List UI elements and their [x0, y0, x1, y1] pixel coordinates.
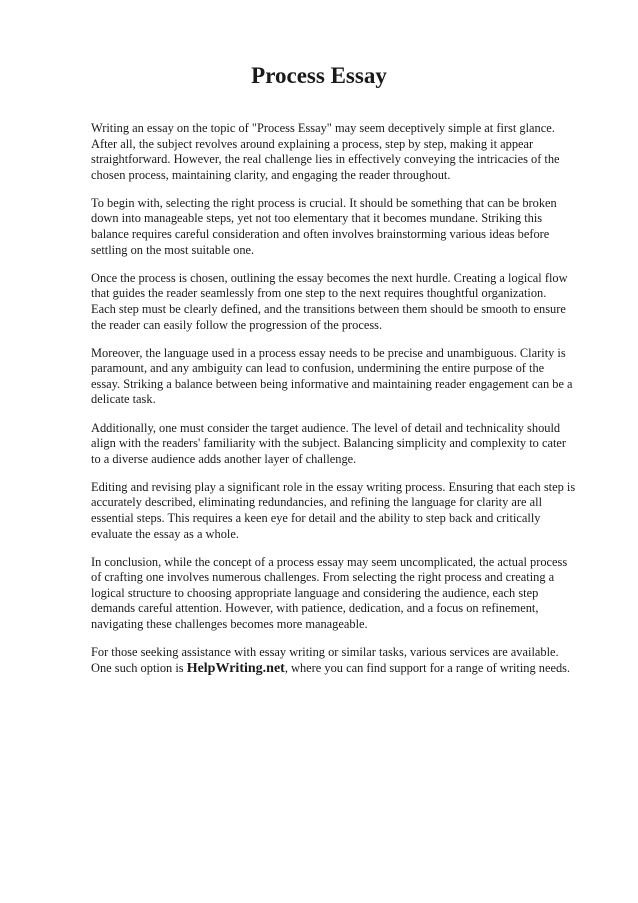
paragraph-6: Editing and revising play a significant role in the essay writing process. Ensuring that each step is accurately described, eliminating redundancies, and refining the language for clarity are all essential steps. This requires a keen eye for detail and the ability to step back and critically evaluate the essay as a whole.: [91, 479, 576, 541]
paragraph-5: Additionally, one must consider the target audience. The level of detail and technicality should align with the readers' familiarity with the subject. Balancing simplicity and complexity to cater to a diverse audience adds another layer of challenge.: [91, 420, 567, 466]
helpwriting-link[interactable]: HelpWriting.net: [186, 660, 285, 676]
paragraph-3: Once the process is chosen, outlining the essay becomes the next hurdle. Creating a logical flow that guides the reader seamlessly from one step to the next requires thoughtful organization. Each step must be clearly defined, and the transitions between them should be smooth to ensure the reader can easily follow the progression of the process.: [91, 270, 568, 332]
document-title: Process Essay: [251, 63, 387, 88]
paragraph-4: Moreover, the language used in a process essay needs to be precise and unambiguous. Clarity is paramount, and any ambiguity can lead to confusion, undermining the entire purpose of the essay. Striking a balance between being informative and maintaining reader engagement can be a delicate task.: [91, 345, 573, 407]
paragraph-8-text-after: , where you can find support for a range of writing needs.: [284, 660, 571, 675]
paragraph-2: To begin with, selecting the right process is crucial. It should be something that can be broken down into manageable steps, yet not too elementary that it becomes mundane. Striking this balance requires careful consideration and often involves brainstorming various ideas before settling on the most suitable one.: [91, 195, 557, 257]
paragraph-1: Writing an essay on the topic of "Process Essay" may seem deceptively simple at first glance. After all, the subject revolves around explaining a process, step by step, making it appear straightforward. However, the real challenge lies in effectively conveying the intricacies of the chosen process, maintaining clarity, and engaging the reader throughout.: [91, 121, 560, 182]
paragraph-7: In conclusion, while the concept of a process essay may seem uncomplicated, the actual process of crafting one involves numerous challenges. From selecting the right process and creating a logical structure to choosing appropriate language and considering the audience, each step demands careful attention. However, with patience, dedication, and a focus on refinement, navigating these challenges becomes more manageable.: [91, 554, 568, 632]
paragraph-8-text-before: For those seeking assistance with essay writing or similar tasks, various services are available. One such option is: [91, 645, 559, 675]
paragraph-8: [91, 645, 601, 676]
document-body: [91, 121, 601, 689]
